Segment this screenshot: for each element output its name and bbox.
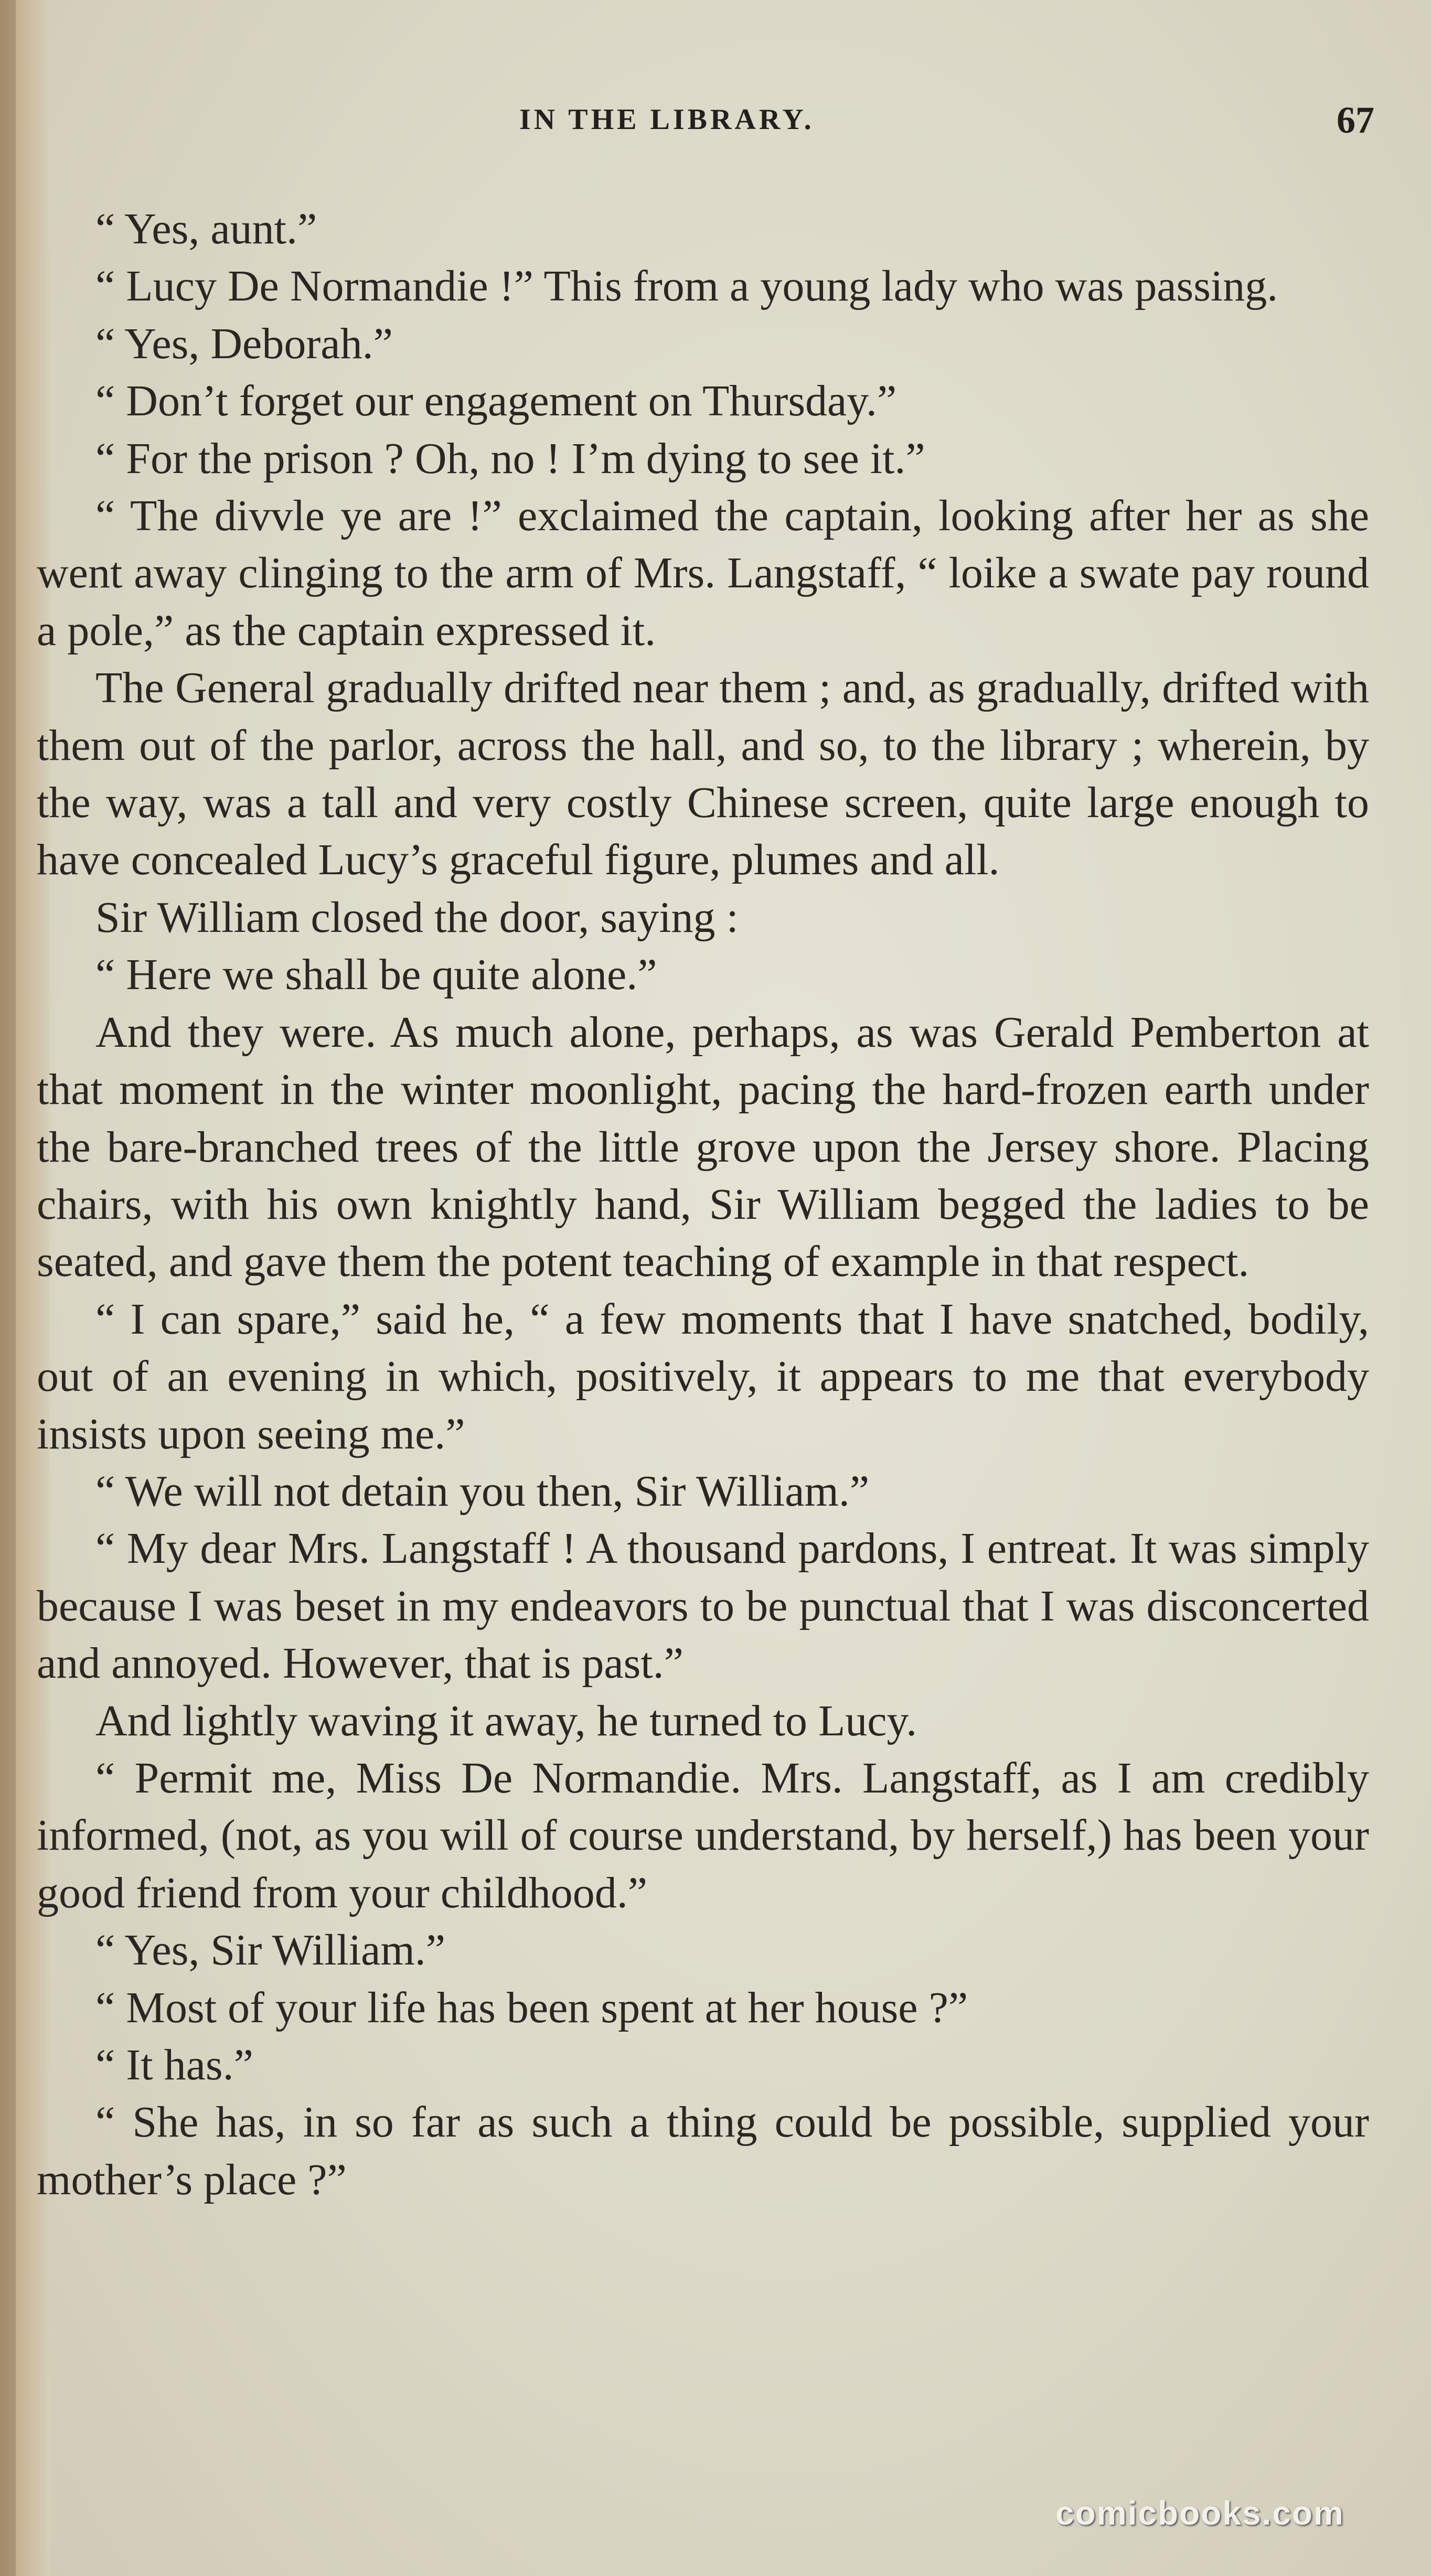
paragraph: Sir William closed the door, saying : — [95, 893, 739, 942]
paragraph: And lightly waving it away, he turned to Lucy. — [95, 1696, 917, 1745]
body-text — [37, 200, 1369, 2208]
running-head: IN THE LIBRARY. — [519, 103, 815, 136]
page-number: 67 — [1337, 99, 1374, 141]
paragraph: “ It has.” — [95, 2041, 253, 2089]
watermark: comicbooks.com — [1055, 2494, 1344, 2532]
paragraph: “ My dear Mrs. Langstaff ! A thousand pardons, I entreat. It was simply because I was beset in my endeavors to be punctual that I was disconcerted and annoyed. However, that is past.” — [37, 1524, 1369, 1688]
paragraph: “ Yes, Deborah.” — [95, 319, 393, 368]
paragraph: And they were. As much alone, perhaps, as was Gerald Pemberton at that moment in the winter moonlight, pacing the hard-frozen earth under the bare-branched trees of the little grove upon the Jersey shore. Placing chairs, with his own knightly hand, Sir William begged the ladies to be seated, and gave them the potent teaching of example in that respect. — [37, 1007, 1369, 1286]
paragraph: “ For the prison ? Oh, no ! I’m dying to see it.” — [95, 434, 925, 483]
paragraph: “ I can spare,” said he, “ a few moments that I have snatched, bodily, out of an evening in which, positively, it appears to me that everybody insists upon seeing me.” — [37, 1294, 1369, 1458]
paragraph: “ Here we shall be quite alone.” — [95, 950, 657, 1000]
paragraph: “ Most of your life has been spent at her house ?” — [95, 1983, 968, 2032]
paragraph: “ Don’t forget our engagement on Thursday.” — [95, 377, 897, 426]
paragraph: “ Permit me, Miss De Normandie. Mrs. Langstaff, as I am credibly informed, (not, as you will of course understand, by herself,) has been your good friend from your childhood.” — [37, 1753, 1369, 1917]
paragraph: The General gradually drifted near them ; and, as gradually, drifted with them out of the parlor, across the hall, and so, to the library ; wherein, by the way, was a tall and very costly Chinese screen, quite large enough to have concealed Lucy’s graceful figure, plumes and all. — [37, 663, 1369, 885]
paragraph: “ The divvle ye are !” exclaimed the captain, looking after her as she went away clinging to the arm of Mrs. Langstaff, “ loike a swate pay round a pole,” as the captain expressed it. — [37, 491, 1369, 655]
paragraph: “ We will not detain you then, Sir William.” — [95, 1466, 870, 1516]
paragraph: “ She has, in so far as such a thing could be possible, supplied your mother’s place ?” — [37, 2098, 1369, 2204]
page-edge-shadow — [0, 0, 16, 2576]
page-header — [519, 99, 1374, 146]
paragraph: “ Lucy De Normandie !” This from a young lady who was passing. — [95, 262, 1278, 311]
paragraph: “ Yes, Sir William.” — [95, 1926, 446, 1975]
paragraph: “ Yes, aunt.” — [95, 205, 317, 253]
